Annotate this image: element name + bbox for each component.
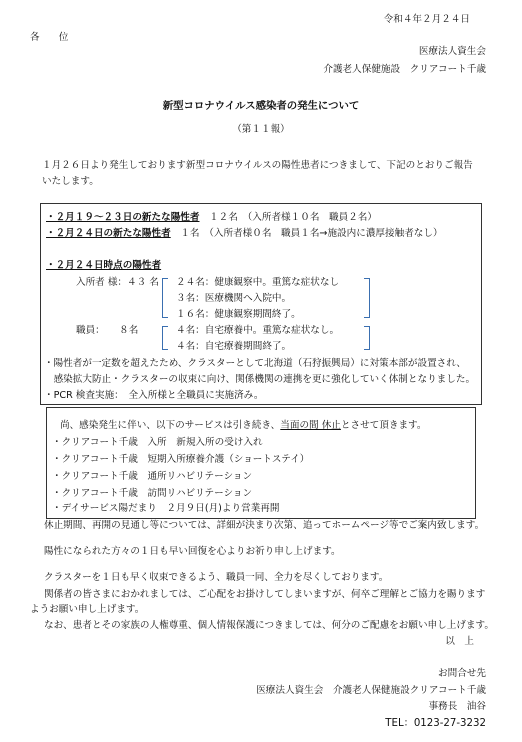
contact-person: 事務長 油谷: [428, 701, 486, 712]
addressee: 各 位: [30, 32, 69, 43]
paragraph-cluster: クラスターを１日も早く収束できるよう、職員一同、全力を尽くしております。: [44, 572, 389, 583]
paragraph-request-1: 関係者の皆さまにおかれましては、ご心配をお掛けしてしまいますが、何卒ご理解とご協力を賜ります: [44, 589, 486, 600]
closing-ijo: 以 上: [445, 636, 474, 647]
new-cases-0219-label: ・２月１９～２３日の新たな陽性者: [46, 212, 200, 223]
paragraph-recovery: 陽性になられた方々の１日も早い回復を心よりお祈り申し上げます。: [44, 546, 341, 557]
sender-corp: 医療法人資生会: [418, 46, 486, 57]
contact-tel: TEL：0123-27-3232: [385, 718, 486, 729]
document-title: 新型コロナウイルス感染者の発生について: [162, 100, 360, 112]
resident-line-2: ３名：医療機関へ入院中。: [176, 293, 292, 304]
new-cases-0219: [46, 212, 377, 224]
paragraph-privacy: なお、患者とその家族の人権尊重、個人情報保護につきましては、何分のご配慮をお願い申し上げます。: [44, 620, 494, 631]
resident-count: 入所者 様：４３ 名: [76, 277, 159, 288]
paragraph-request-2: ようお願い申し上げます。: [30, 604, 145, 615]
intro-line-1: １月２６日より発生しております新型コロナウイルスの陽性患者につきまして、下記のとおりご報告: [42, 160, 473, 171]
services-intro-underlined: 当面の間 休止: [280, 420, 341, 431]
paragraph-suspension: 休止期間、再開の見通し等については、詳細が決まり次第、追ってホームページ等でご案内致します。: [44, 520, 485, 531]
resident-line-1: ２４名：健康観察中。重篤な症状なし: [176, 277, 340, 288]
resident-bracket-right: [364, 278, 370, 318]
staff-bracket-left: [162, 326, 168, 350]
services-intro-after: とさせて頂きます。: [340, 420, 427, 431]
issue-date: 令和４年２月２４日: [383, 14, 470, 25]
services-intro-before: 尚、感染発生に伴い、以下のサービスは引き続き、: [60, 420, 281, 431]
cluster-line-1: ・陽性者が一定数を超えたため、クラスターとして北海道（石狩振興局）に対策本部が設置され、: [44, 358, 467, 369]
service-item: ・クリアコート千歳 短期入所療養介護（ショートステイ）: [52, 454, 310, 465]
resident-line-3: １６名：健康観察期間終了。: [176, 309, 301, 320]
service-item: ・クリアコート千歳 入所 新規入所の受け入れ: [52, 437, 263, 448]
service-item: ・クリアコート千歳 通所リハビリテーション: [52, 471, 253, 482]
new-cases-0224-count: １名 （入所者様０名 職員１名→施設内に濃厚接触者なし）: [180, 228, 443, 239]
report-number: （第１１報）: [232, 124, 290, 135]
contact-label: お問合せ先: [438, 668, 486, 679]
cluster-line-2: 感染拡大防止・クラスターの収束に向け、関係機関の連携を更に強化していく体制となりました。: [44, 374, 476, 385]
staff-bracket-right: [364, 326, 370, 350]
service-item: ・クリアコート千歳 訪問リハビリテーション: [52, 488, 253, 499]
staff-count: 職員： ８名: [76, 325, 139, 336]
staff-line-1: ４名：自宅療養中。重篤な症状なし。: [176, 325, 340, 336]
staff-line-2: ４名：自宅療養期間終了。: [176, 341, 292, 352]
intro-line-2: いたします。: [42, 176, 99, 187]
new-cases-0224: [46, 228, 443, 240]
resident-bracket-left: [162, 278, 168, 318]
service-item: ・デイサービス陽だまり ２月９日(月)より営業再開: [52, 503, 280, 514]
pcr-line: ・PCR 検査実施： 全入所様と全職員に実施済み。: [44, 390, 264, 401]
current-positive-label: ・２月２４日時点の陽性者: [46, 260, 162, 271]
new-cases-0224-label: ・２月２４日の新たな陽性者: [46, 228, 171, 239]
sender-facility: 介護老人保健施設 クリアコート千歳: [323, 64, 486, 75]
new-cases-0219-count: １２名 （入所者様１０名 職員２名）: [209, 212, 377, 223]
contact-org: 医療法人資生会 介護老人保健施設クリアコート千歳: [256, 685, 486, 696]
